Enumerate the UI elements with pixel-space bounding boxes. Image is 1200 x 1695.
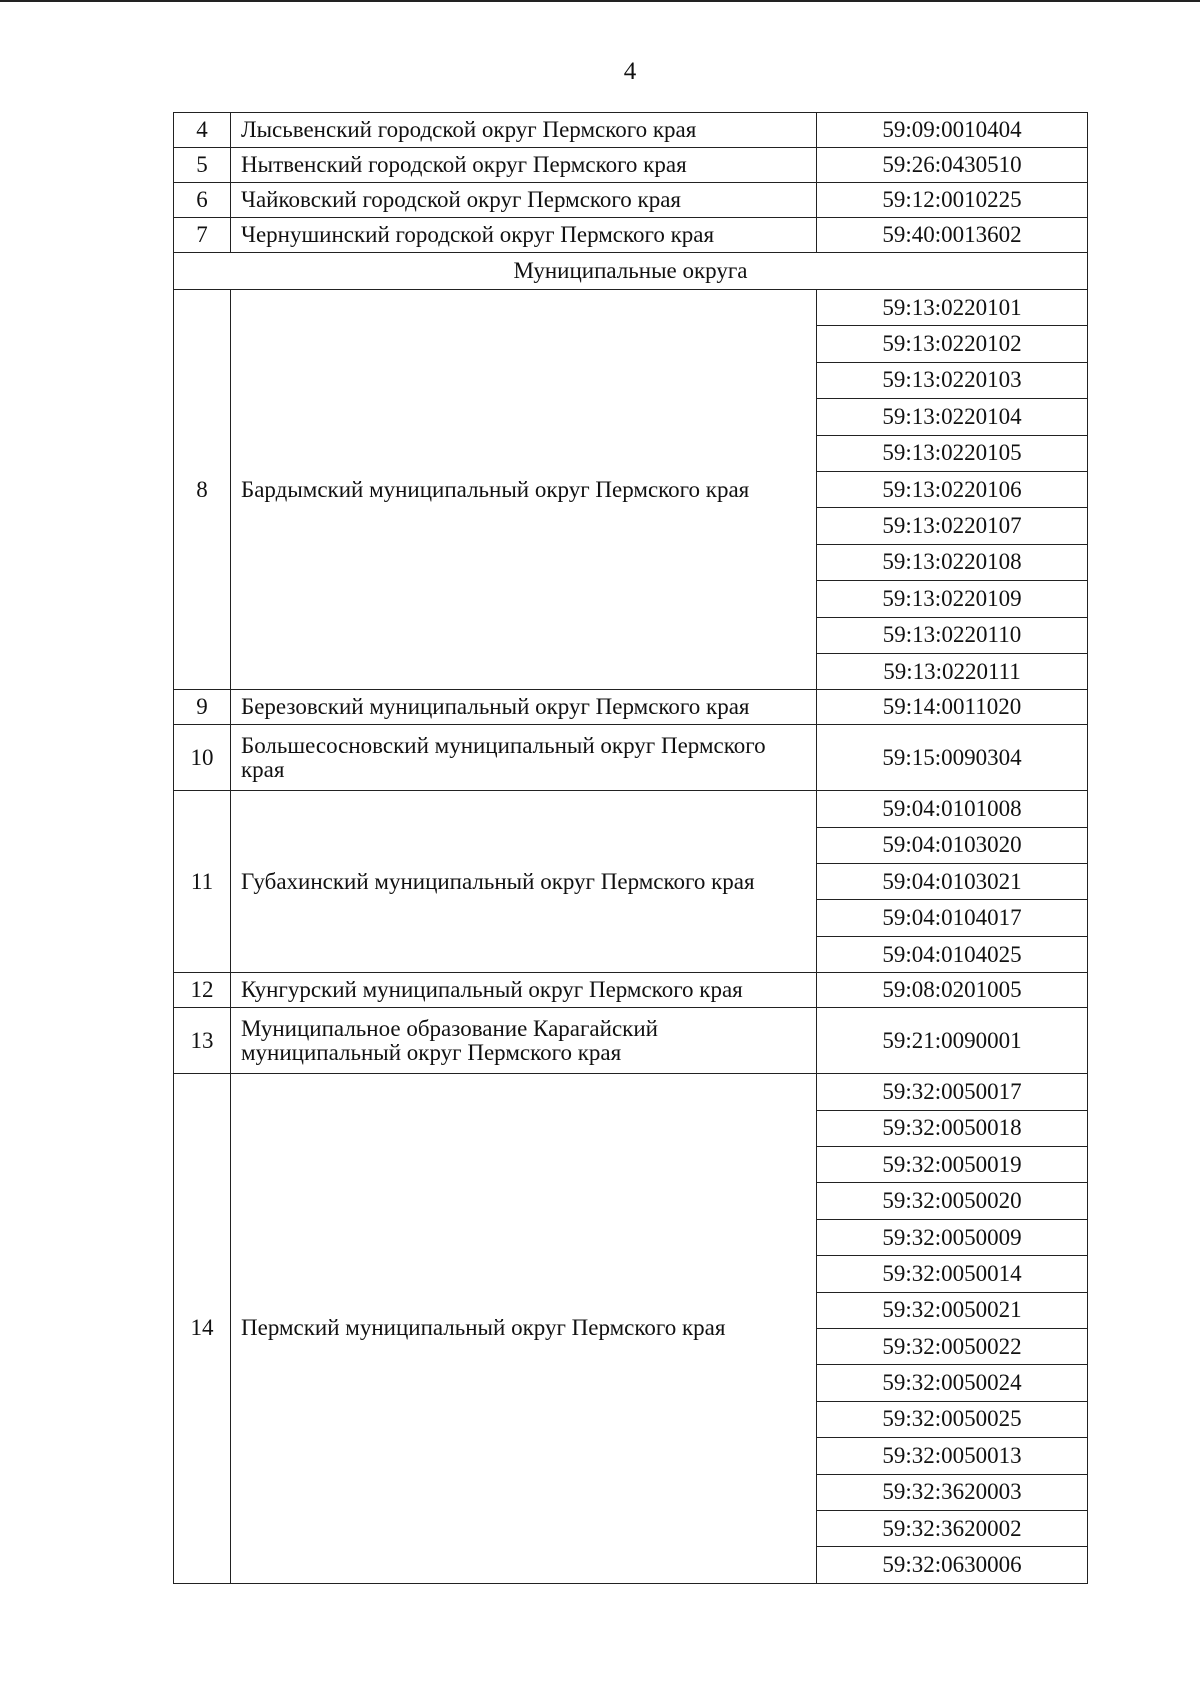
municipality-name: Губахинский муниципальный округ Пермского края xyxy=(231,791,817,973)
cadastral-code: 59:15:0090304 xyxy=(817,725,1088,791)
cadastral-code: 59:13:0220111 xyxy=(817,653,1088,689)
cadastral-code: 59:04:0101008 xyxy=(817,791,1088,827)
table-row xyxy=(174,218,1088,253)
municipality-name: Кунгурский муниципальный округ Пермского края xyxy=(231,973,817,1008)
cadastral-code: 59:08:0201005 xyxy=(817,973,1088,1008)
row-number: 11 xyxy=(174,791,231,973)
cadastral-code: 59:04:0103021 xyxy=(817,864,1088,900)
municipality-name: Нытвенский городской округ Пермского края xyxy=(231,148,817,183)
cadastral-code: 59:13:0220102 xyxy=(817,326,1088,362)
cadastral-code: 59:26:0430510 xyxy=(817,148,1088,183)
cadastral-code: 59:04:0104025 xyxy=(817,936,1088,972)
table-row xyxy=(174,791,1088,827)
cadastral-code: 59:14:0011020 xyxy=(817,690,1088,725)
cadastral-code: 59:13:0220108 xyxy=(817,544,1088,580)
page-number: 4 xyxy=(623,58,637,85)
row-number: 8 xyxy=(174,290,231,690)
cadastral-code: 59:32:3620002 xyxy=(817,1510,1088,1546)
municipality-name: Пермский муниципальный округ Пермского края xyxy=(231,1074,817,1583)
cadastral-code: 59:32:0050017 xyxy=(817,1074,1088,1110)
municipality-name: Большесосновский муниципальный округ Пермского края xyxy=(231,725,817,791)
table-row xyxy=(174,1008,1088,1074)
cadastral-table xyxy=(173,112,1088,1584)
municipality-name: Бардымский муниципальный округ Пермского края xyxy=(231,290,817,690)
cadastral-code: 59:04:0103020 xyxy=(817,827,1088,863)
row-number: 7 xyxy=(174,218,231,253)
municipality-name: Чернушинский городской округ Пермского края xyxy=(231,218,817,253)
cadastral-code: 59:32:0050019 xyxy=(817,1147,1088,1183)
cadastral-code: 59:21:0090001 xyxy=(817,1008,1088,1074)
table-row xyxy=(174,973,1088,1008)
row-number: 10 xyxy=(174,725,231,791)
section-header-row xyxy=(174,253,1088,290)
cadastral-code: 59:13:0220104 xyxy=(817,399,1088,435)
cadastral-code: 59:40:0013602 xyxy=(817,218,1088,253)
cadastral-code: 59:32:0050021 xyxy=(817,1292,1088,1328)
row-number: 6 xyxy=(174,183,231,218)
cadastral-code: 59:04:0104017 xyxy=(817,900,1088,936)
cadastral-code: 59:32:0050025 xyxy=(817,1401,1088,1437)
row-number: 5 xyxy=(174,148,231,183)
cadastral-code: 59:13:0220107 xyxy=(817,508,1088,544)
section-title: Муниципальные округа xyxy=(174,253,1088,290)
cadastral-code: 59:32:0050022 xyxy=(817,1328,1088,1364)
municipality-name: Березовский муниципальный округ Пермского края xyxy=(231,690,817,725)
cadastral-code: 59:13:0220110 xyxy=(817,617,1088,653)
row-number: 12 xyxy=(174,973,231,1008)
table-row xyxy=(174,725,1088,791)
table-row xyxy=(174,113,1088,148)
cadastral-code: 59:13:0220105 xyxy=(817,435,1088,471)
cadastral-code: 59:32:0050024 xyxy=(817,1365,1088,1401)
scan-top-edge xyxy=(0,0,1200,2)
table-row xyxy=(174,183,1088,218)
municipality-name: Лысьвенский городской округ Пермского края xyxy=(231,113,817,148)
cadastral-code: 59:32:0050018 xyxy=(817,1110,1088,1146)
cadastral-code: 59:32:3620003 xyxy=(817,1474,1088,1510)
row-number: 14 xyxy=(174,1074,231,1583)
table-row xyxy=(174,290,1088,326)
row-number: 13 xyxy=(174,1008,231,1074)
cadastral-code: 59:12:0010225 xyxy=(817,183,1088,218)
cadastral-code: 59:32:0630006 xyxy=(817,1547,1088,1583)
row-number: 4 xyxy=(174,113,231,148)
cadastral-code: 59:32:0050014 xyxy=(817,1256,1088,1292)
cadastral-code: 59:32:0050020 xyxy=(817,1183,1088,1219)
table-row xyxy=(174,148,1088,183)
table-row xyxy=(174,1074,1088,1110)
cadastral-code: 59:32:0050009 xyxy=(817,1219,1088,1255)
cadastral-code: 59:09:0010404 xyxy=(817,113,1088,148)
cadastral-code: 59:13:0220106 xyxy=(817,471,1088,507)
cadastral-code: 59:13:0220101 xyxy=(817,290,1088,326)
cadastral-code: 59:13:0220103 xyxy=(817,362,1088,398)
table-row xyxy=(174,690,1088,725)
municipality-name: Муниципальное образование Карагайский муниципальный округ Пермского края xyxy=(231,1008,817,1074)
cadastral-code: 59:32:0050013 xyxy=(817,1438,1088,1474)
row-number: 9 xyxy=(174,690,231,725)
cadastral-code: 59:13:0220109 xyxy=(817,581,1088,617)
municipality-name: Чайковский городской округ Пермского края xyxy=(231,183,817,218)
